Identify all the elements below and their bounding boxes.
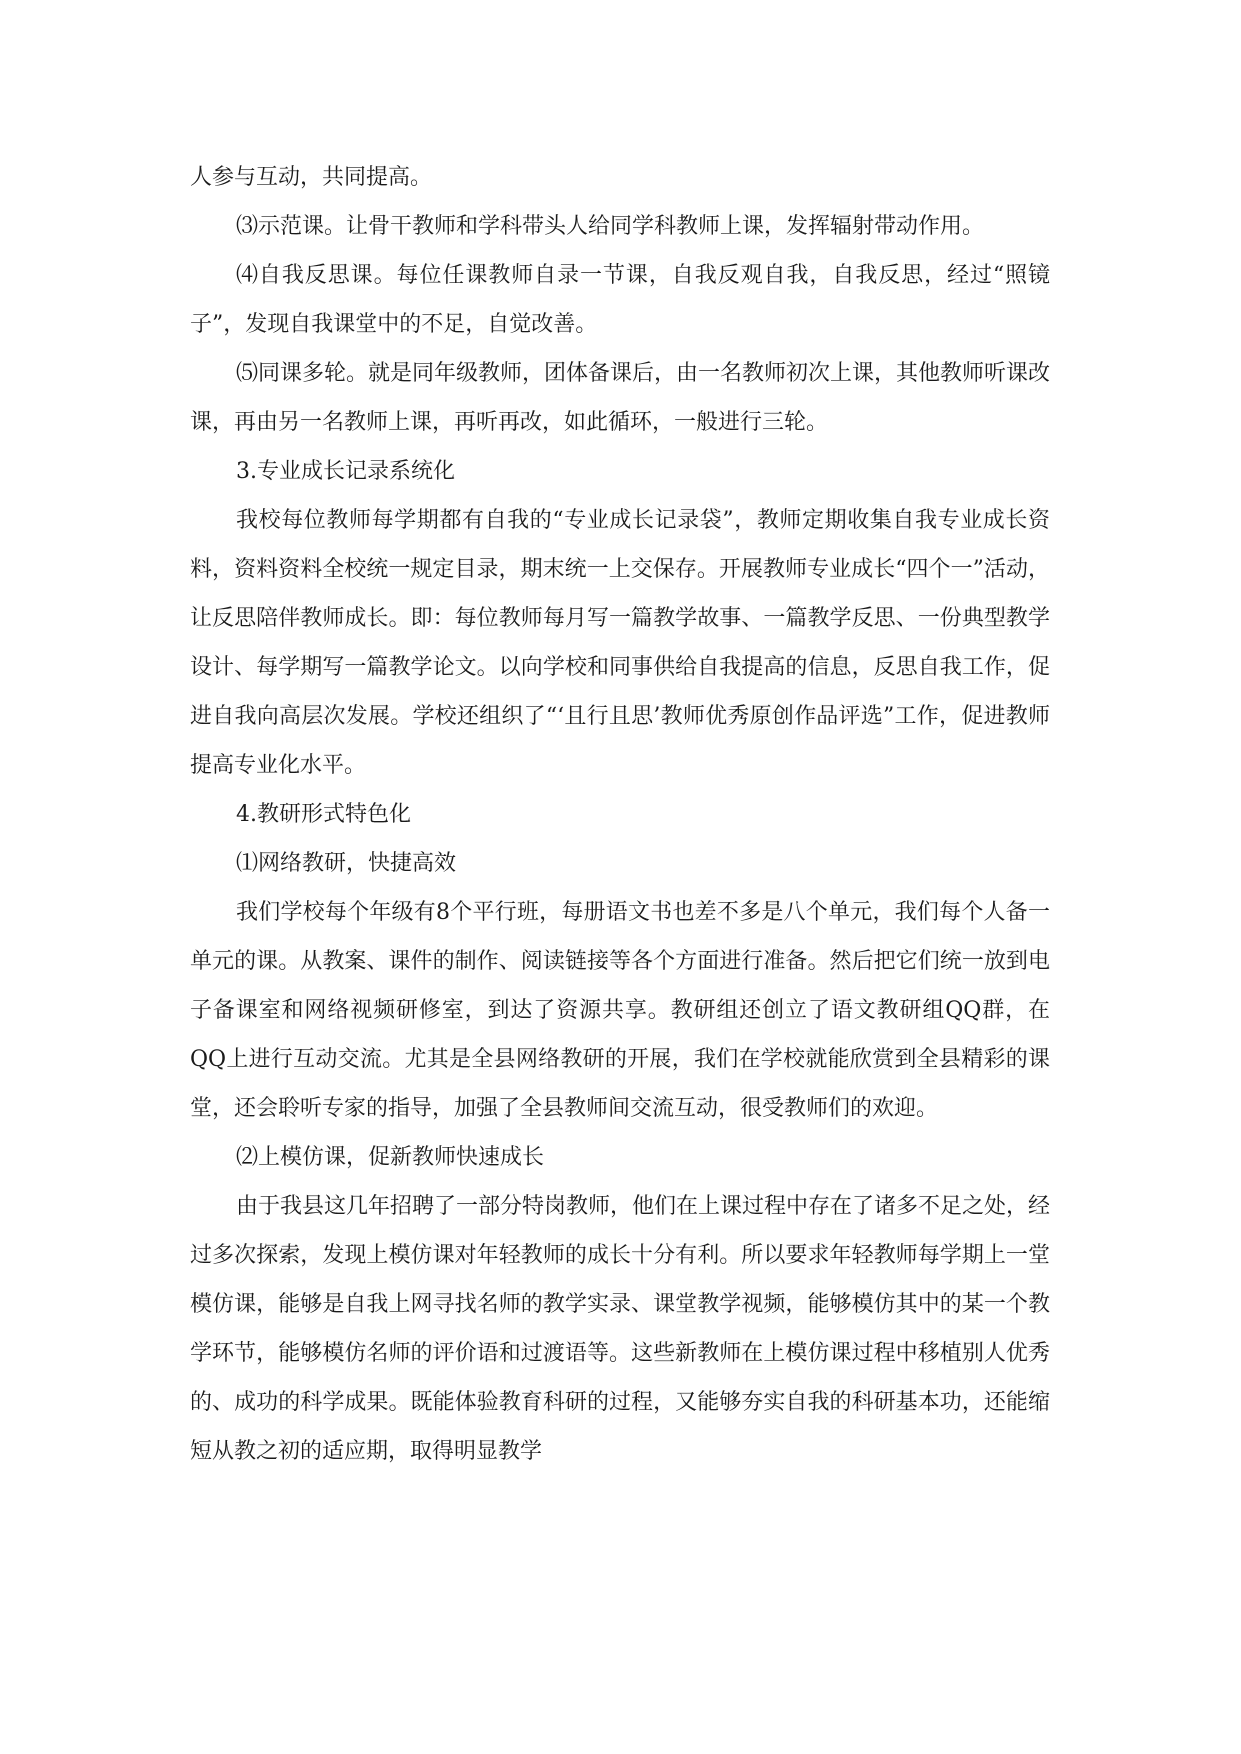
section-heading: 3.专业成长记录系统化 <box>236 459 455 484</box>
subsection-heading: ⑵上模仿课，促新教师快速成长 <box>236 1145 545 1170</box>
subsection-heading: ⑴网络教研，快捷高效 <box>236 851 457 876</box>
paragraph: ⑷自我反思课。每位任课教师自录一节课，自我反观自我，自我反思，经过“照镜子”，发现自我课堂中的不足，自觉改善。 <box>190 263 1050 337</box>
section-heading: 4.教研形式特色化 <box>236 802 411 827</box>
paragraph: 我校每位教师每学期都有自我的“专业成长记录袋”，教师定期收集自我专业成长资料，资料资料全校统一规定目录，期末统一上交保存。开展教师专业成长“四个一”活动，让反思陪伴教师成长。即：每位教师每月写一篇教学故事、一篇教学反思、一份典型教学设计、每学期写一篇教学论文。以向学校和同事供给自我提高的信息，反思自我工作，促进自我向高层次发展。学校还组织了“‘且行且思’教师优秀原创作品评选”工作，促进教师提高专业化水平。 <box>190 508 1050 778</box>
paragraph: 我们学校每个年级有8个平行班，每册语文书也差不多是八个单元，我们每个人备一单元的课。从教案、课件的制作、阅读链接等各个方面进行准备。然后把它们统一放到电子备课室和网络视频研修室，到达了资源共享。教研组还创立了语文教研组QQ群，在QQ上进行互动交流。尤其是全县网络教研的开展，我们在学校就能欣赏到全县精彩的课堂，还会聆听专家的指导，加强了全县教师间交流互动，很受教师们的欢迎。 <box>190 900 1050 1121</box>
paragraph: ⑸同课多轮。就是同年级教师，团体备课后，由一名教师初次上课，其他教师听课改课，再由另一名教师上课，再听再改，如此循环，一般进行三轮。 <box>190 361 1051 435</box>
paragraph: 由于我县这几年招聘了一部分特岗教师，他们在上课过程中存在了诸多不足之处，经过多次探索，发现上模仿课对年轻教师的成长十分有利。所以要求年轻教师每学期上一堂模仿课，能够是自我上网寻找名师的教学实录、课堂教学视频，能够模仿其中的某一个教学环节，能够模仿名师的评价语和过渡语等。这些新教师在上模仿课过程中移植别人优秀的、成功的科学成果。既能体验教育科研的过程，又能够夯实自我的科研基本功，还能缩短从教之初的适应期，取得明显教学 <box>190 1194 1051 1464</box>
paragraph: ⑶示范课。让骨干教师和学科带头人给同学科教师上课，发挥辐射带动作用。 <box>236 214 985 239</box>
document-body <box>190 153 1050 1476</box>
paragraph: 人参与互动，共同提高。 <box>190 165 433 190</box>
